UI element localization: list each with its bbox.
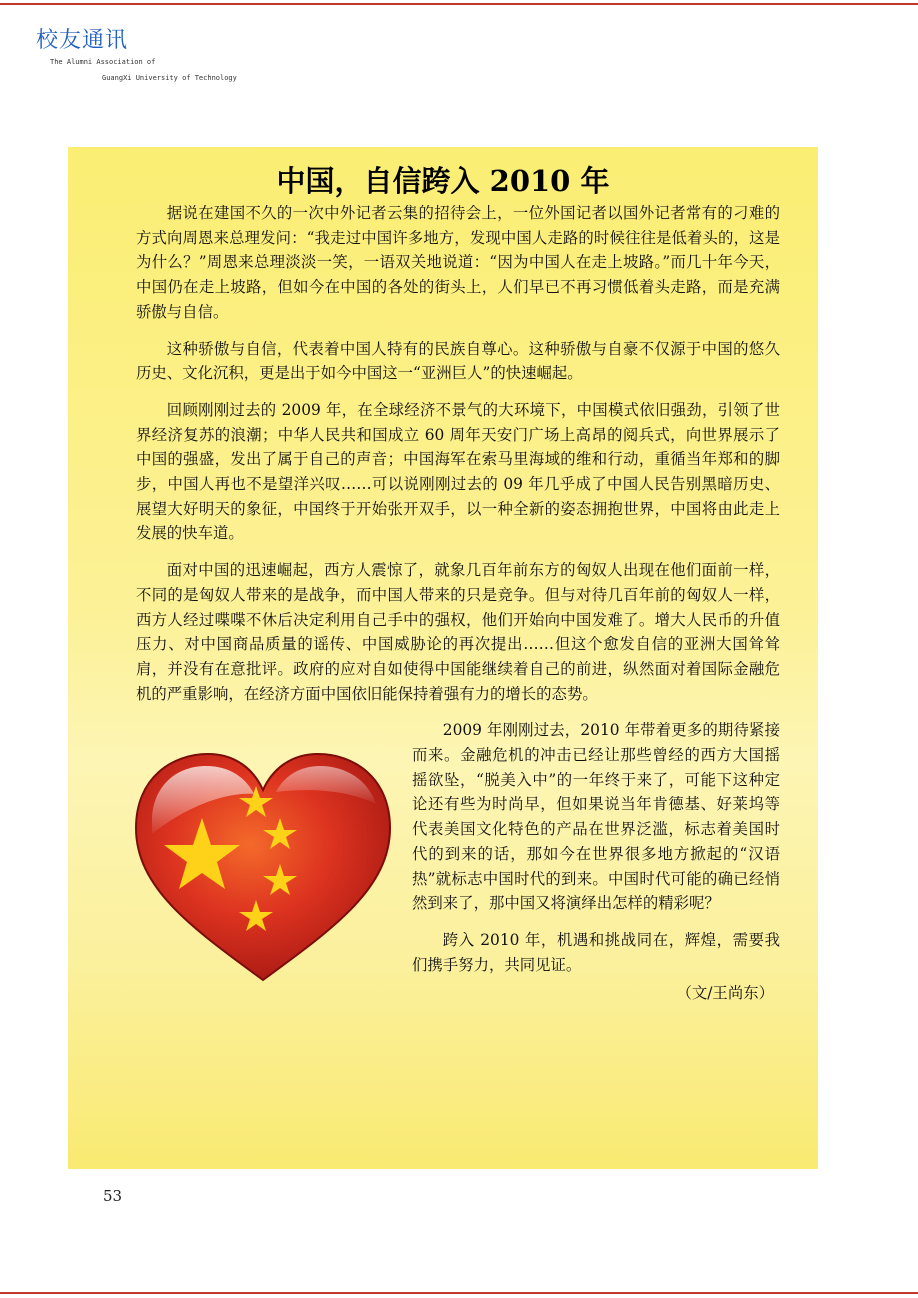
paragraph: 这种骄傲与自信，代表着中国人特有的民族自尊心。这种骄傲与自豪不仅源于中国的悠久历史、文化沉积，更是出于如今中国这一“亚洲巨人”的快速崛起。 bbox=[136, 339, 780, 383]
paragraph: 2009 年刚刚过去，2010 年带着更多的期待紧接而来。金融危机的冲击已经让那些曾经的西方大国摇摇欲坠，“脱美入中”的一年终于来了，可能下这种定论还有些为时尚早，但如果说当年肯德基、好莱坞等代表美国文化特色的产品在世界泛滥，标志着美国时代的到来的话，那如今在世界很多地方掀起的“汉语热”就标志中国时代的到来。中国时代可能的确已经悄然到来了，那中国又将演绎出怎样的精彩呢？ bbox=[412, 721, 780, 913]
paragraph: 回顾刚刚过去的 2009 年，在全球经济不景气的大环境下，中国模式依旧强劲，引领了世界经济复苏的浪潮；中华人民共和国成立 60 周年天安门广场上高昂的阅兵式，向世界展示了中国的强盛，发出了属于自己的声音；中国海军在索马里海域的维和行动，重循当年郑和的脚步，中国人再也不是望洋兴叹……可以说刚刚过去的 09 年几乎成了中国人民告别黑暗历史、展望大好明天的象征，中国终于开始张开双手，以一种全新的姿态拥抱世界，中国将由此走上发展的快车道。 bbox=[136, 400, 780, 543]
paragraph: 据说在建国不久的一次中外记者云集的招待会上，一位外国记者以国外记者常有的刁难的方式向周恩来总理发问：“我走过中国许多地方，发现中国人走路的时候往往是低着头的，这是为什么？”周恩来总理淡淡一笑，一语双关地说道：“因为中国人在走上坡路。”而几十年今天，中国仍在走上坡路，但如今在中国的各处的街头上，人们早已不再习惯低着头走路，而是充满骄傲与自信。 bbox=[136, 204, 780, 321]
lower-section bbox=[136, 718, 780, 1006]
right-column bbox=[412, 718, 780, 1006]
article-body bbox=[136, 201, 780, 706]
flag-heart-icon bbox=[132, 748, 394, 988]
masthead-title: 校友通讯 bbox=[36, 28, 129, 53]
paragraph: 跨入 2010 年，机遇和挑战同在，辉煌，需要我们携手努力，共同见证。 bbox=[412, 930, 780, 974]
paragraph: 面对中国的迅速崛起，西方人震惊了，就象几百年前东方的匈奴人出现在他们面前一样，不同的是匈奴人带来的是战争，而中国人带来的只是竞争。但与对待几百年前的匈奴人一样，西方人经过喋喋不休后决定利用自己手中的强权，他们开始向中国发难了。增大人民币的升值压力、对中国商品质量的谣传、中国威胁论的再次提出……但这个愈发自信的亚洲大国耸耸肩，并没有在意批评。政府的应对自如使得中国能继续着自己的前进，纵然面对着国际金融危机的严重影响，在经济方面中国依旧能保持着强有力的增长的态势。 bbox=[136, 561, 780, 703]
page-number: 53 bbox=[103, 1187, 123, 1205]
bottom-rule bbox=[0, 1292, 918, 1294]
masthead bbox=[36, 28, 237, 82]
top-rule bbox=[0, 3, 918, 5]
masthead-subtitle-line2: GuangXi University of Technology bbox=[102, 74, 237, 82]
masthead-subtitle-line1: The Alumni Association of bbox=[50, 58, 156, 66]
byline: （文/王尚东） bbox=[676, 984, 774, 1003]
article-panel bbox=[68, 147, 818, 1169]
article-title: 中国，自信跨入 2010 年 bbox=[276, 164, 610, 198]
